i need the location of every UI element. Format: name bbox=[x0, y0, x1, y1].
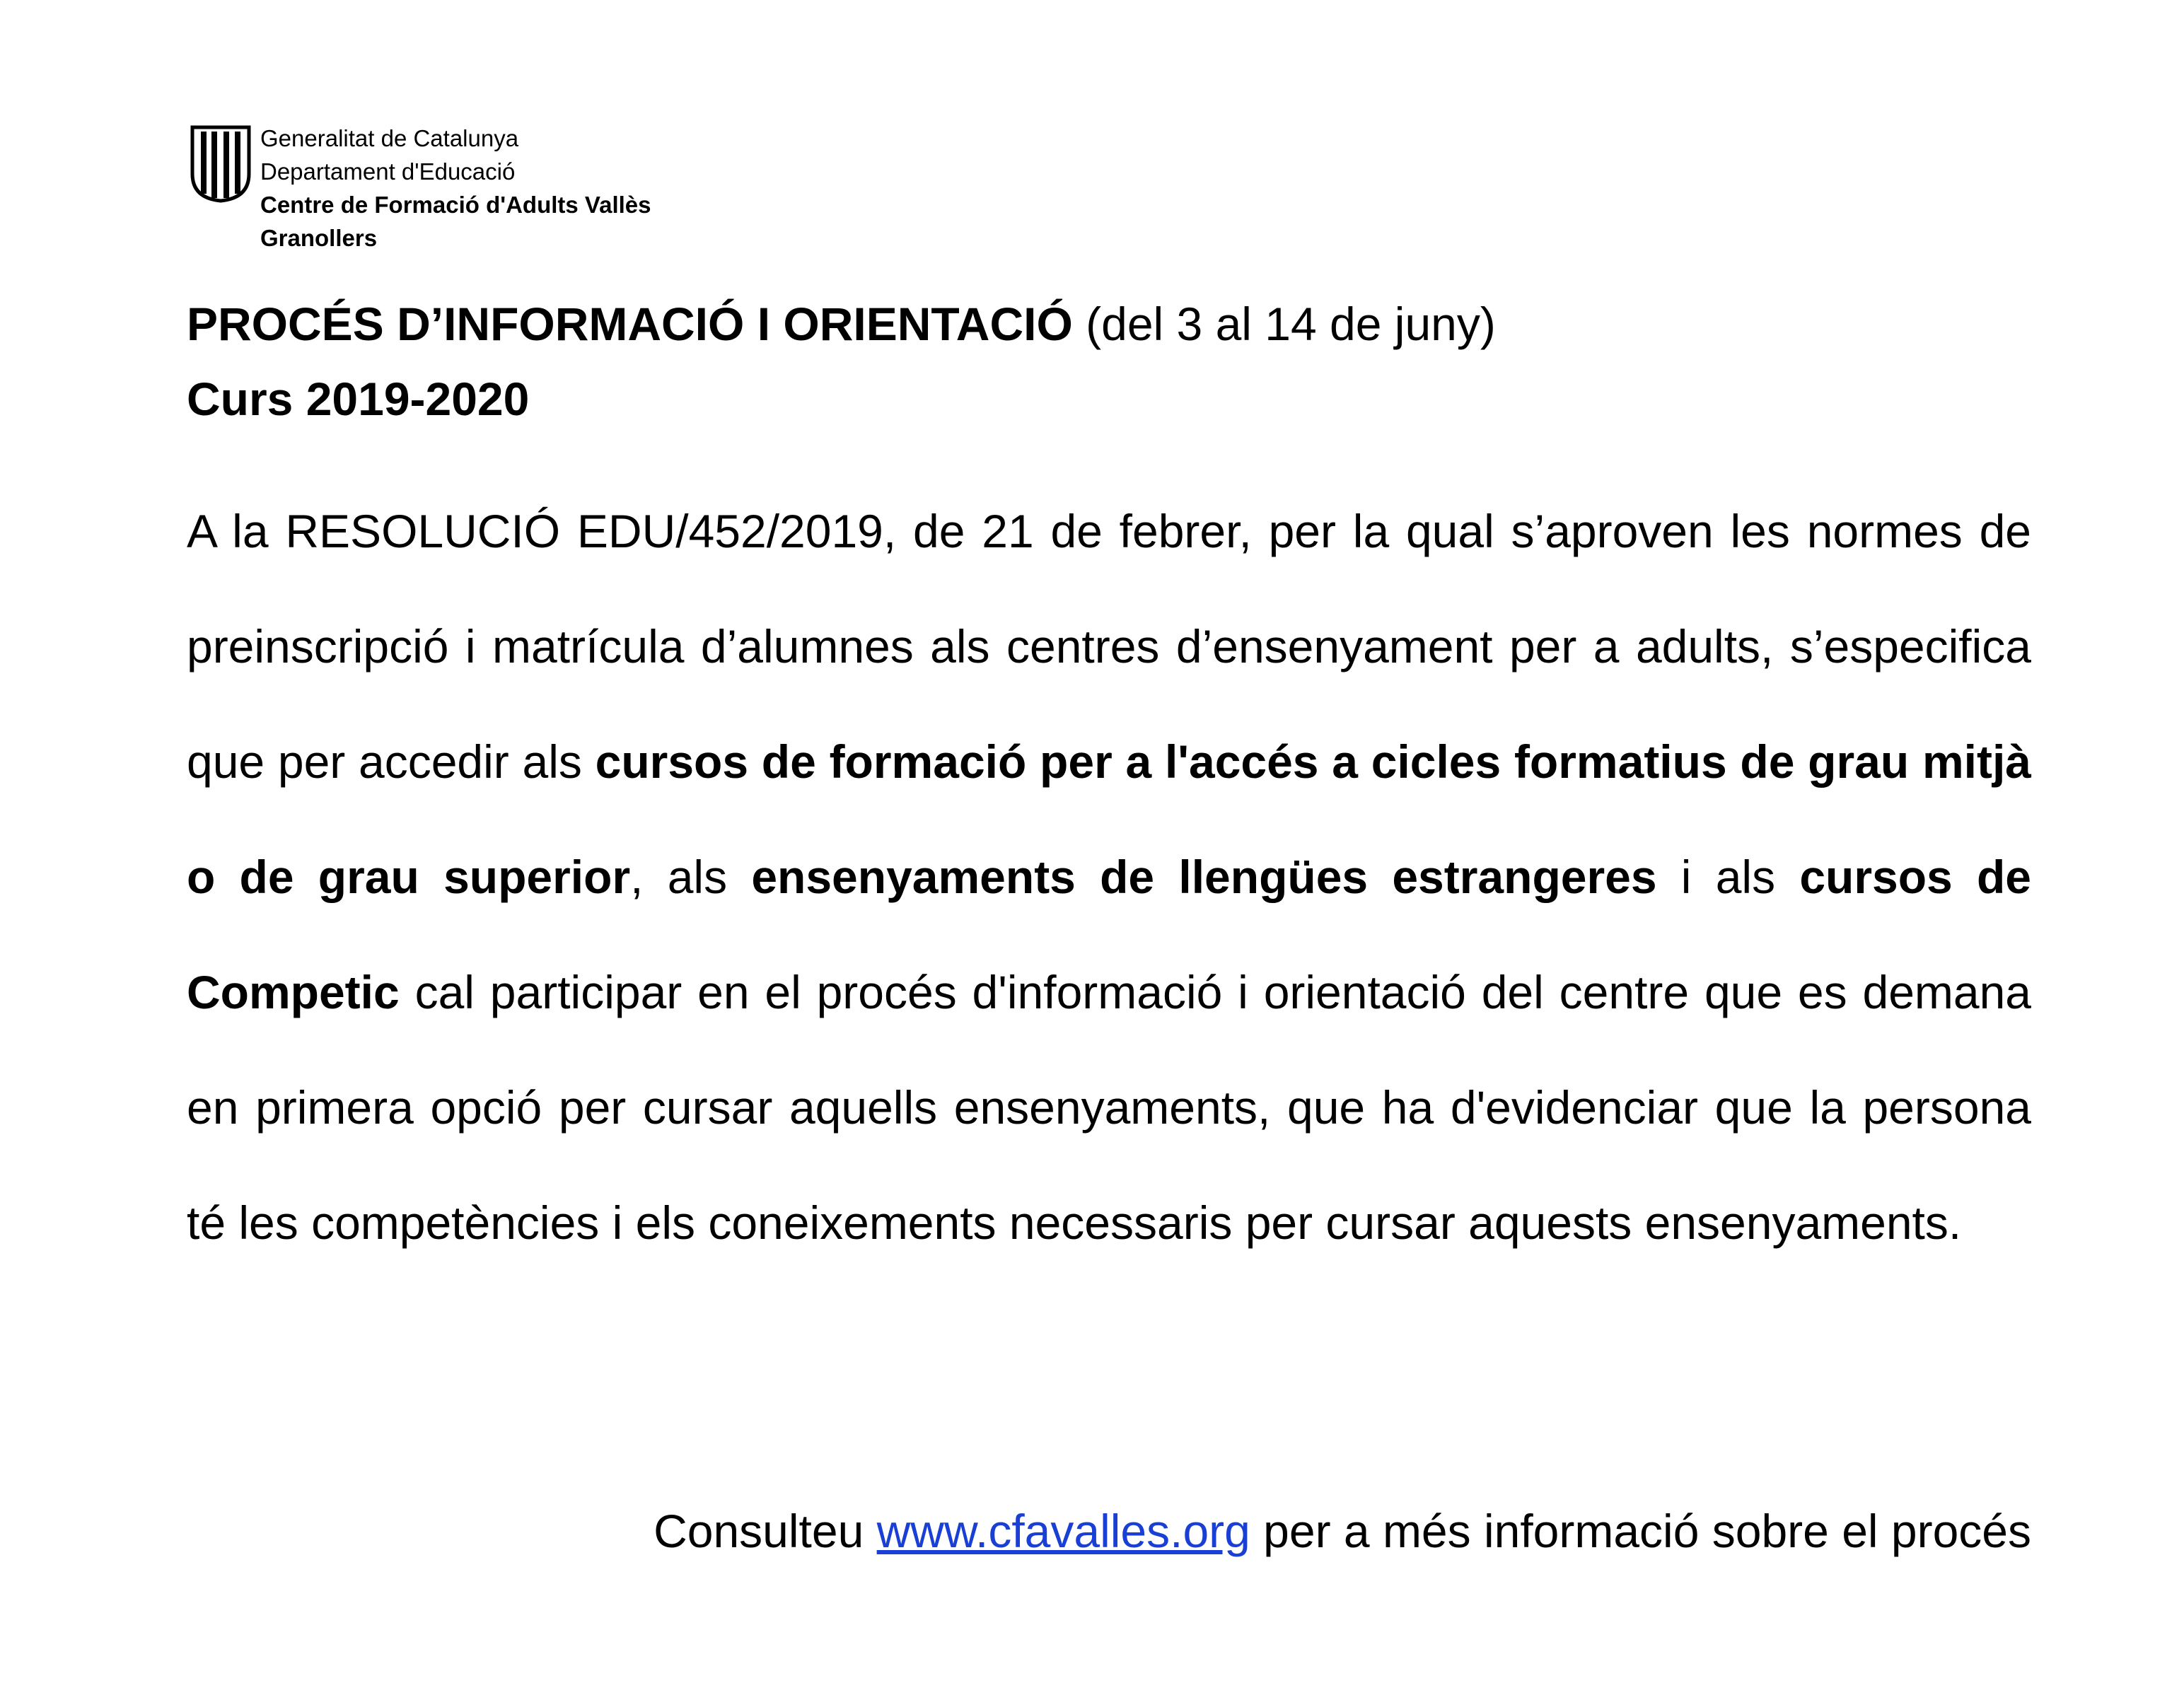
body-bold-2: ensenyaments de llengües estrangeres bbox=[751, 851, 1657, 903]
body-text-4: cal participar en el procés d'informació i orientació del centre que es demana en primera opció per cursar aquells ensenyaments, que ha d'evidenciar que la persona té les competències i els coneixements necessaris per cursar aquests ensenyaments. bbox=[187, 966, 2031, 1249]
letterhead bbox=[188, 122, 651, 255]
body-bold-1: cursos de formació per a l'accés a cicles formatius de grau mitjà o de grau superior bbox=[187, 735, 2031, 903]
document-title: PROCÉS D’INFORMACIÓ I ORIENTACIÓ bbox=[187, 298, 1073, 350]
body-text-3: i als bbox=[1656, 851, 1800, 903]
website-link[interactable]: www.cfavalles.org bbox=[876, 1505, 1250, 1557]
department-name: Departament d'Educació bbox=[260, 158, 516, 185]
body-bold-3: cursos de Competic bbox=[187, 851, 2032, 1018]
body-text-2: , als bbox=[630, 851, 752, 903]
body-text-1: A la RESOLUCIÓ EDU/452/2019, de 21 de febrer, per la qual s’aproven les normes de preinscripció i matrícula d’alumnes als centres d’ensenyament per a adults, s’especifica que per accedir als bbox=[187, 505, 2031, 788]
heading-line-1 bbox=[187, 286, 1496, 361]
centre-name: Centre de Formació d'Adults Vallès bbox=[260, 192, 651, 218]
centre-city: Granollers bbox=[260, 225, 378, 251]
body-paragraph bbox=[187, 474, 2031, 1281]
catalan-senyera-emblem-icon bbox=[188, 124, 253, 204]
footer-note bbox=[654, 1496, 2031, 1566]
document-heading bbox=[187, 286, 1496, 436]
document-dates: (del 3 al 14 de juny) bbox=[1072, 298, 1496, 350]
org-name: Generalitat de Catalunya bbox=[260, 125, 519, 151]
letterhead-text bbox=[260, 122, 651, 255]
course-year: Curs 2019-2020 bbox=[187, 373, 530, 425]
footer-text-before: Consulteu bbox=[654, 1505, 877, 1557]
footer-text-after: per a més informació sobre el procés bbox=[1250, 1505, 2031, 1557]
